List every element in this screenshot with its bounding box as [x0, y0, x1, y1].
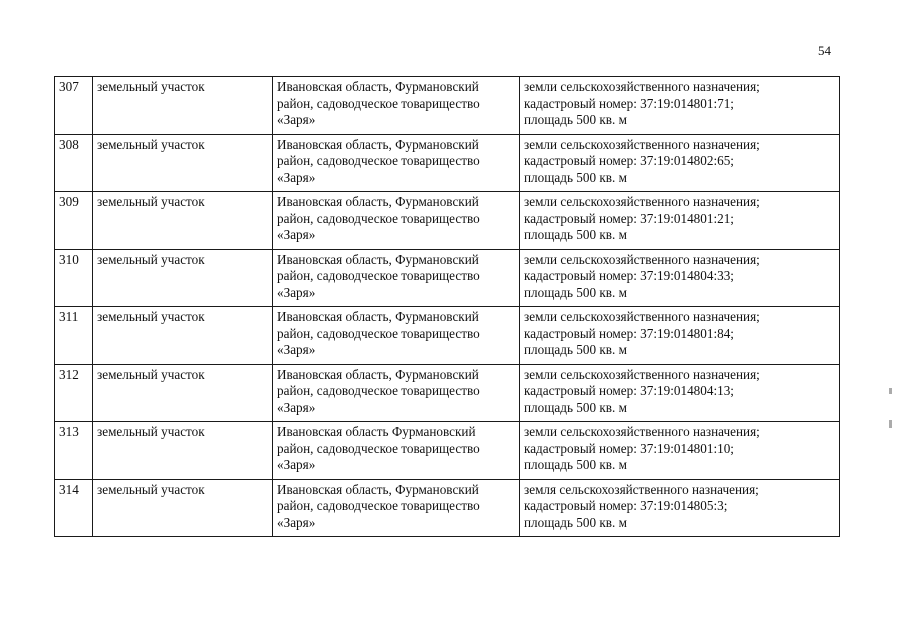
scan-artifact: [889, 420, 892, 428]
description-line: кадастровый номер: 37:19:014804:13;: [524, 383, 734, 399]
description-line: земли сельскохозяйственного назначения;: [524, 194, 760, 209]
address-line: Ивановская область, Фурмановский: [277, 79, 479, 94]
address-line: «Заря»: [277, 112, 316, 128]
description-line: площадь 500 кв. м: [524, 514, 627, 530]
address-line: «Заря»: [277, 399, 316, 415]
description-cell: [520, 134, 840, 192]
row-number-cell: 311: [55, 307, 93, 365]
scan-artifact: [889, 388, 892, 394]
land-plots-table: [54, 76, 840, 537]
address-line: район, садоводческое товарищество: [277, 95, 480, 111]
address-line: «Заря»: [277, 342, 316, 358]
description-line: кадастровый номер: 37:19:014801:71;: [524, 95, 734, 111]
table-row: [55, 77, 840, 135]
description-line: земли сельскохозяйственного назначения;: [524, 424, 760, 439]
address-line: Ивановская область Фурмановский: [277, 424, 476, 439]
address-cell: [273, 192, 520, 250]
description-line: кадастровый номер: 37:19:014801:21;: [524, 210, 734, 226]
address-line: район, садоводческое товарищество: [277, 268, 480, 284]
address-cell: [273, 249, 520, 307]
description-line: кадастровый номер: 37:19:014801:10;: [524, 440, 734, 456]
description-cell: [520, 364, 840, 422]
address-line: район, садоводческое товарищество: [277, 153, 480, 169]
address-line: район, садоводческое товарищество: [277, 498, 480, 514]
object-type-cell: земельный участок: [93, 77, 273, 135]
address-line: «Заря»: [277, 514, 316, 530]
description-line: кадастровый номер: 37:19:014805:3;: [524, 498, 728, 514]
table-body: [55, 77, 840, 537]
address-line: район, садоводческое товарищество: [277, 440, 480, 456]
description-cell: [520, 249, 840, 307]
row-number-cell: 314: [55, 479, 93, 537]
table-row: [55, 479, 840, 537]
object-type-cell: земельный участок: [93, 364, 273, 422]
object-type-cell: земельный участок: [93, 422, 273, 480]
description-cell: [520, 192, 840, 250]
address-line: Ивановская область, Фурмановский: [277, 251, 479, 267]
object-type-cell: земельный участок: [93, 479, 273, 537]
description-line: земли сельскохозяйственного назначения;: [524, 136, 760, 152]
description-line: площадь 500 кв. м: [524, 457, 627, 473]
description-line: земля сельскохозяйственного назначения;: [524, 481, 759, 497]
address-cell: [273, 479, 520, 537]
address-line: район, садоводческое товарищество: [277, 383, 480, 399]
row-number-cell: 307: [55, 77, 93, 135]
row-number-cell: 309: [55, 192, 93, 250]
address-cell: [273, 77, 520, 135]
object-type-cell: земельный участок: [93, 249, 273, 307]
description-line: площадь 500 кв. м: [524, 342, 627, 358]
address-line: Ивановская область, Фурмановский: [277, 481, 479, 497]
description-line: кадастровый номер: 37:19:014802:65;: [524, 153, 734, 169]
description-cell: [520, 77, 840, 135]
table-row: [55, 364, 840, 422]
row-number-cell: 313: [55, 422, 93, 480]
row-number-cell: 312: [55, 364, 93, 422]
row-number-cell: 310: [55, 249, 93, 307]
address-line: Ивановская область, Фурмановский: [277, 309, 479, 324]
description-line: кадастровый номер: 37:19:014804:33;: [524, 268, 734, 284]
description-line: земли сельскохозяйственного назначения;: [524, 366, 760, 382]
address-cell: [273, 364, 520, 422]
address-cell: [273, 134, 520, 192]
address-line: «Заря»: [277, 284, 316, 300]
table-row: [55, 134, 840, 192]
address-cell: [273, 422, 520, 480]
description-line: земли сельскохозяйственного назначения;: [524, 79, 760, 94]
description-line: кадастровый номер: 37:19:014801:84;: [524, 325, 734, 341]
object-type-cell: земельный участок: [93, 192, 273, 250]
description-line: площадь 500 кв. м: [524, 112, 627, 128]
table-row: [55, 307, 840, 365]
row-number-cell: 308: [55, 134, 93, 192]
page-number: 54: [818, 43, 831, 58]
object-type-cell: земельный участок: [93, 307, 273, 365]
table-row: [55, 249, 840, 307]
object-type-cell: земельный участок: [93, 134, 273, 192]
address-line: «Заря»: [277, 457, 316, 473]
address-line: Ивановская область, Фурмановский: [277, 136, 479, 152]
address-cell: [273, 307, 520, 365]
description-line: площадь 500 кв. м: [524, 284, 627, 300]
address-line: Ивановская область, Фурмановский: [277, 194, 479, 209]
description-cell: [520, 307, 840, 365]
description-line: земли сельскохозяйственного назначения;: [524, 251, 760, 267]
address-line: «Заря»: [277, 227, 316, 243]
address-line: Ивановская область, Фурмановский: [277, 366, 479, 382]
address-line: «Заря»: [277, 169, 316, 185]
description-line: площадь 500 кв. м: [524, 399, 627, 415]
table-row: [55, 192, 840, 250]
table-row: [55, 422, 840, 480]
address-line: район, садоводческое товарищество: [277, 210, 480, 226]
description-line: площадь 500 кв. м: [524, 169, 627, 185]
address-line: район, садоводческое товарищество: [277, 325, 480, 341]
description-cell: [520, 479, 840, 537]
description-cell: [520, 422, 840, 480]
description-line: площадь 500 кв. м: [524, 227, 627, 243]
description-line: земли сельскохозяйственного назначения;: [524, 309, 760, 324]
